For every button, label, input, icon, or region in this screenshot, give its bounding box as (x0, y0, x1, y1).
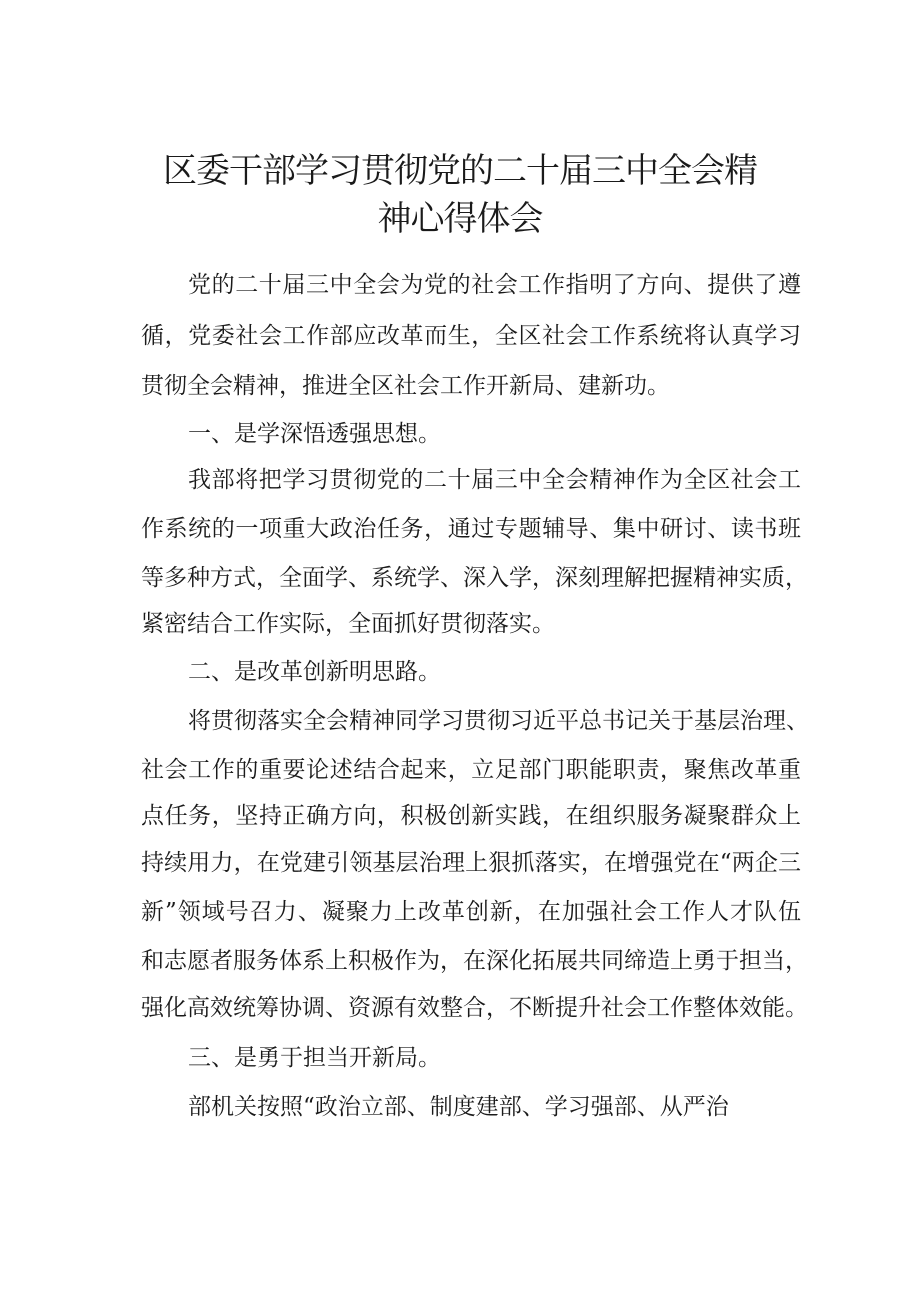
section-3-heading: 三、是勇于担当开新局。 (188, 1045, 441, 1071)
document-title-line-2: 神心得体会 (377, 199, 543, 239)
section-2-line-6: 和志愿者服务体系上积极作为，在深化拓展共同缔造上勇于担当， (141, 948, 808, 974)
document-title-line-1: 区委干部学习贯彻党的二十届三中全会精 (163, 151, 757, 191)
section-2-line-1: 将贯彻落实全会精神同学习贯彻习近平总书记关于基层治理、 (188, 708, 809, 734)
section-2-line-7: 强化高效统筹协调、资源有效整合，不断提升社会工作整体效能。 (141, 995, 808, 1021)
section-1-heading: 一、是学深悟透强思想。 (188, 421, 441, 447)
section-3-line-1: 部机关按照“政治立部、制度建部、学习强部、从严治 (188, 1094, 729, 1120)
section-2-line-2: 社会工作的重要论述结合起来，立足部门职能职责，聚焦改革重 (141, 757, 801, 783)
intro-line-3: 贯彻全会精神，推进全区社会工作开新局、建新功。 (141, 373, 670, 399)
section-2-line-3: 点任务，坚持正确方向，积极创新实践，在组织服务凝聚群众上 (141, 803, 801, 829)
section-1-line-3: 等多种方式，全面学、系统学、深入学，深刻理解把握精神实质， (141, 565, 808, 591)
section-2-heading: 二、是改革创新明思路。 (188, 659, 441, 685)
section-1-line-1: 我部将把学习贯彻党的二十届三中全会精神作为全区社会工 (188, 467, 801, 493)
section-1-line-2: 作系统的一项重大政治任务，通过专题辅导、集中研讨、读书班 (141, 516, 801, 542)
section-2-line-5: 新”领域号召力、凝聚力上改革创新，在加强社会工作人才队伍 (141, 899, 801, 925)
intro-line-1: 党的二十届三中全会为党的社会工作指明了方向、提供了遵 (188, 272, 801, 298)
intro-line-2: 循，党委社会工作部应改革而生，全区社会工作系统将认真学习 (141, 323, 801, 349)
section-2-line-4: 持续用力，在党建引领基层治理上狠抓落实，在增强党在“两企三 (141, 850, 801, 876)
section-1-line-4: 紧密结合工作实际，全面抓好贯彻落实。 (141, 611, 555, 637)
